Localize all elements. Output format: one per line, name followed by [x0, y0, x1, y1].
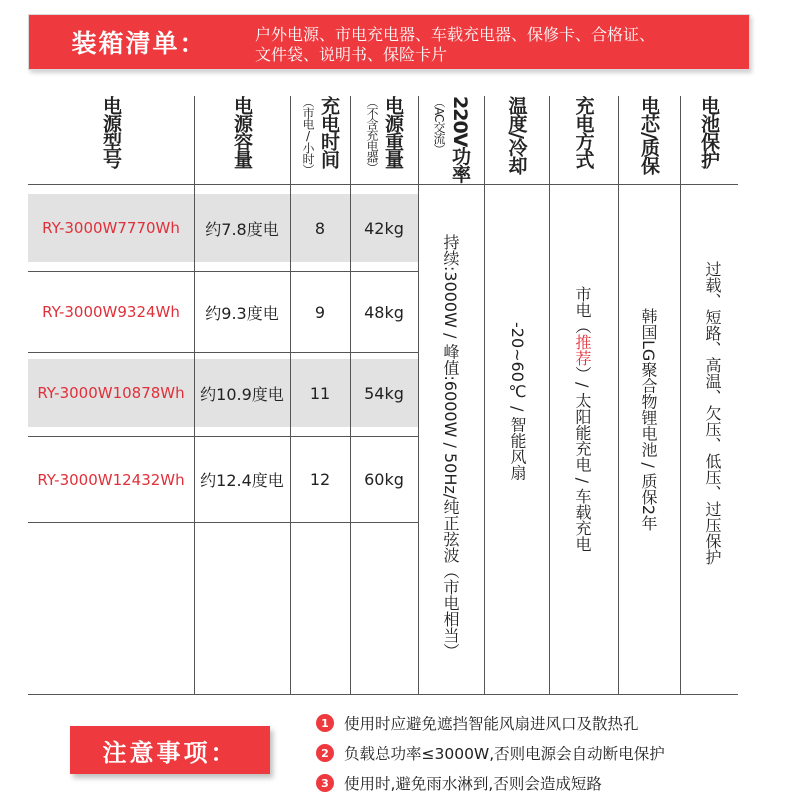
header-weight [350, 96, 418, 184]
header-charge-mode-label: 充电方式 [572, 96, 595, 168]
row-3-model: RY-3000W10878Wh [37, 384, 185, 402]
notice-number-badge: 3 [316, 774, 334, 792]
row-2-model: RY-3000W9324Wh [42, 303, 180, 321]
row-3-time: 11 [309, 383, 331, 403]
row-4-model: RY-3000W12432Wh [37, 470, 185, 489]
notice-label-box [70, 726, 270, 774]
protect-value: 过载、短路、高温、欠压、低压、过压保护 [703, 261, 722, 565]
header-capacity-label: 电源容量 [231, 96, 253, 168]
row-4-capacity: 约12.4度电 [200, 471, 284, 490]
col-divider [484, 96, 485, 694]
row-2-capacity: 约9.3度电 [205, 303, 279, 323]
notice-item [316, 738, 786, 768]
header-power [418, 96, 484, 184]
notice-number-badge: 1 [316, 714, 334, 732]
charge-mode-value [572, 286, 592, 586]
header-model-label: 电源型号 [100, 96, 122, 168]
row-2-time: 9 [314, 302, 326, 322]
notice-list [316, 708, 786, 798]
spec-table [28, 96, 738, 694]
row-1-model: RY-3000W7770Wh [42, 219, 180, 237]
row-divider [28, 522, 418, 523]
col-divider [549, 96, 550, 694]
power-value: 持续:3000W / 峰值:6000W / 50Hz/纯正弦波（市电相当） [441, 234, 460, 660]
header-divider [28, 184, 738, 185]
notice-item-text: 使用时,避免雨水淋到,否则会造成短路 [344, 775, 602, 793]
header-temp [484, 96, 549, 184]
row-3-weight: 54kg [364, 383, 404, 403]
notice-item [316, 708, 786, 738]
header-capacity [194, 96, 290, 184]
notice-item-text: 使用时应避免遮挡智能风扇进风口及散热孔 [344, 715, 639, 733]
header-cell [618, 96, 680, 184]
notice-item [316, 768, 786, 798]
charge-mode-part-a: 市电（ [573, 286, 592, 334]
charge-mode-recommend: 推荐 [573, 334, 592, 366]
notice-item-text: 负载总功率≤3000W,否则电源会自动断电保护 [344, 745, 665, 763]
col-divider [418, 96, 419, 694]
header-charge-mode [549, 96, 618, 184]
temp-value: -20~60℃ / 智能风扇 [508, 322, 527, 481]
packing-list-title: 装箱清单： [71, 29, 207, 58]
row-1-capacity: 约7.8度电 [205, 219, 279, 239]
charge-mode-part-b: ）/ 太阳能充电 / 车载充电 [573, 366, 592, 553]
header-weight-label: 电源重量 [382, 96, 404, 168]
notice-number-badge: 2 [316, 744, 334, 762]
packing-list-label-box [29, 15, 249, 69]
notice-title: 注意事项： [102, 738, 238, 767]
row-2-weight: 48kg [364, 302, 404, 322]
packing-list-line-1: 户外电源、市电充电器、车载充电器、保修卡、合格证、 [255, 25, 656, 44]
row-3-capacity: 约10.9度电 [200, 384, 284, 404]
packing-list-banner [28, 14, 750, 70]
row-divider [28, 352, 418, 353]
row-4-weight: 60kg [364, 470, 404, 489]
row-1-time: 8 [314, 218, 326, 238]
header-model [28, 96, 194, 184]
header-temp-label: 温度/冷却 [505, 96, 528, 174]
header-charge-time-note: （市电/小时） [301, 96, 315, 175]
cell-value: 韩国LG聚合物锂电池 / 质保2年 [639, 308, 658, 532]
col-divider [618, 96, 619, 694]
col-divider [680, 96, 681, 694]
row-4-time: 12 [309, 470, 331, 489]
table-bottom [28, 694, 738, 695]
packing-list-line-2: 文件袋、说明书、保险卡片 [255, 45, 448, 64]
header-cell-label: 电芯/质保 [638, 96, 660, 174]
header-power-note: （AC交流） [432, 96, 446, 155]
packing-list-items [255, 25, 745, 65]
header-protect [680, 96, 738, 184]
header-charge-time [290, 96, 350, 184]
header-protect-label: 电池保护 [698, 96, 720, 168]
header-weight-note: （不含充电器） [365, 96, 379, 173]
header-power-label: 220V功率 [449, 96, 471, 183]
row-1-weight: 42kg [364, 218, 404, 238]
header-charge-time-label: 充电时间 [318, 96, 340, 168]
